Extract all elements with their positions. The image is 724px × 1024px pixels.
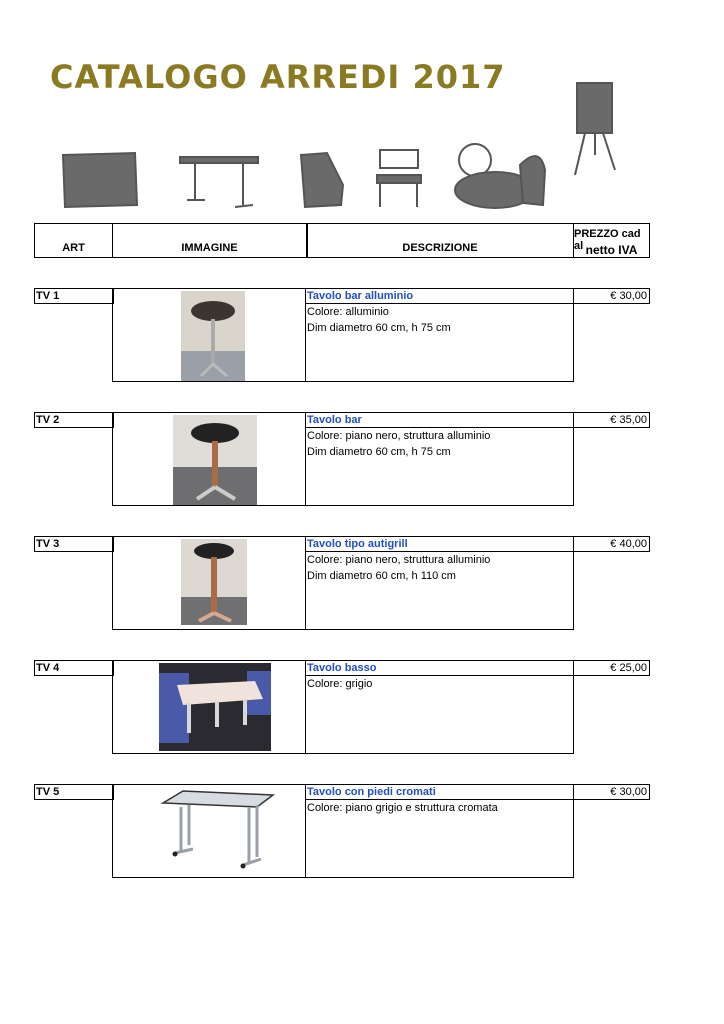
description-cell [305, 412, 574, 506]
table-row [34, 412, 650, 507]
product-detail: Colore: piano nero, struttura alluminio [307, 554, 491, 566]
description-cell [305, 288, 574, 382]
product-price: € 35,00 [573, 412, 650, 428]
product-detail: Colore: alluminio [307, 306, 389, 318]
table-row [34, 784, 650, 879]
chair-sketch [380, 150, 418, 168]
product-detail: Colore: grigio [307, 678, 373, 690]
art-code: TV 5 [34, 784, 114, 800]
header-image: IMMAGINE [112, 223, 308, 258]
product-detail: Dim diametro 60 cm, h 75 cm [307, 322, 451, 334]
header-art: ART [34, 223, 112, 258]
product-price: € 40,00 [573, 536, 650, 552]
product-image-cell [112, 660, 305, 754]
table-row [34, 536, 650, 631]
product-price: € 30,00 [573, 784, 650, 800]
product-detail: Colore: piano grigio e struttura cromata [307, 802, 498, 814]
bar-table-photo [181, 291, 245, 381]
product-image-cell [112, 288, 305, 382]
art-code: TV 4 [34, 660, 114, 676]
header-price: PREZZO cad al netto IVA [573, 223, 650, 258]
description-cell [305, 660, 574, 754]
product-name[interactable]: Tavolo bar alluminio [306, 289, 573, 304]
product-detail: Dim diametro 60 cm, h 75 cm [307, 446, 451, 458]
table-row [34, 288, 650, 383]
art-code: TV 1 [34, 288, 114, 304]
product-image-cell [112, 536, 305, 630]
art-code: TV 2 [34, 412, 114, 428]
autogrill-table-photo [181, 539, 247, 625]
product-detail: Dim diametro 60 cm, h 110 cm [307, 570, 456, 582]
wicker-chair-sketch [459, 144, 491, 176]
product-name[interactable]: Tavolo tipo autigrill [306, 537, 573, 552]
product-image-cell [112, 784, 305, 878]
low-table-photo [159, 663, 271, 751]
sofa-sketch [63, 153, 137, 207]
table-row [34, 660, 650, 755]
header-description: DESCRIZIONE [306, 223, 573, 258]
easel-sketch [577, 83, 612, 133]
chrome-leg-table-photo [159, 789, 277, 873]
table-sketch [180, 157, 258, 163]
product-detail: Colore: piano nero, struttura alluminio [307, 430, 491, 442]
description-cell [305, 784, 574, 878]
table-header [34, 223, 650, 258]
art-code: TV 3 [34, 536, 114, 552]
bar-table-photo [173, 415, 257, 505]
description-cell [305, 536, 574, 630]
product-name[interactable]: Tavolo bar [306, 413, 573, 428]
armchair-sketch [301, 153, 343, 207]
product-price: € 30,00 [573, 288, 650, 304]
catalog-title: CATALOGO ARREDI 2017 [50, 58, 506, 96]
product-price: € 25,00 [573, 660, 650, 676]
furniture-sketch-banner [55, 75, 635, 215]
product-name[interactable]: Tavolo basso [306, 661, 573, 676]
product-name[interactable]: Tavolo con piedi cromati [306, 785, 573, 800]
product-image-cell [112, 412, 305, 506]
